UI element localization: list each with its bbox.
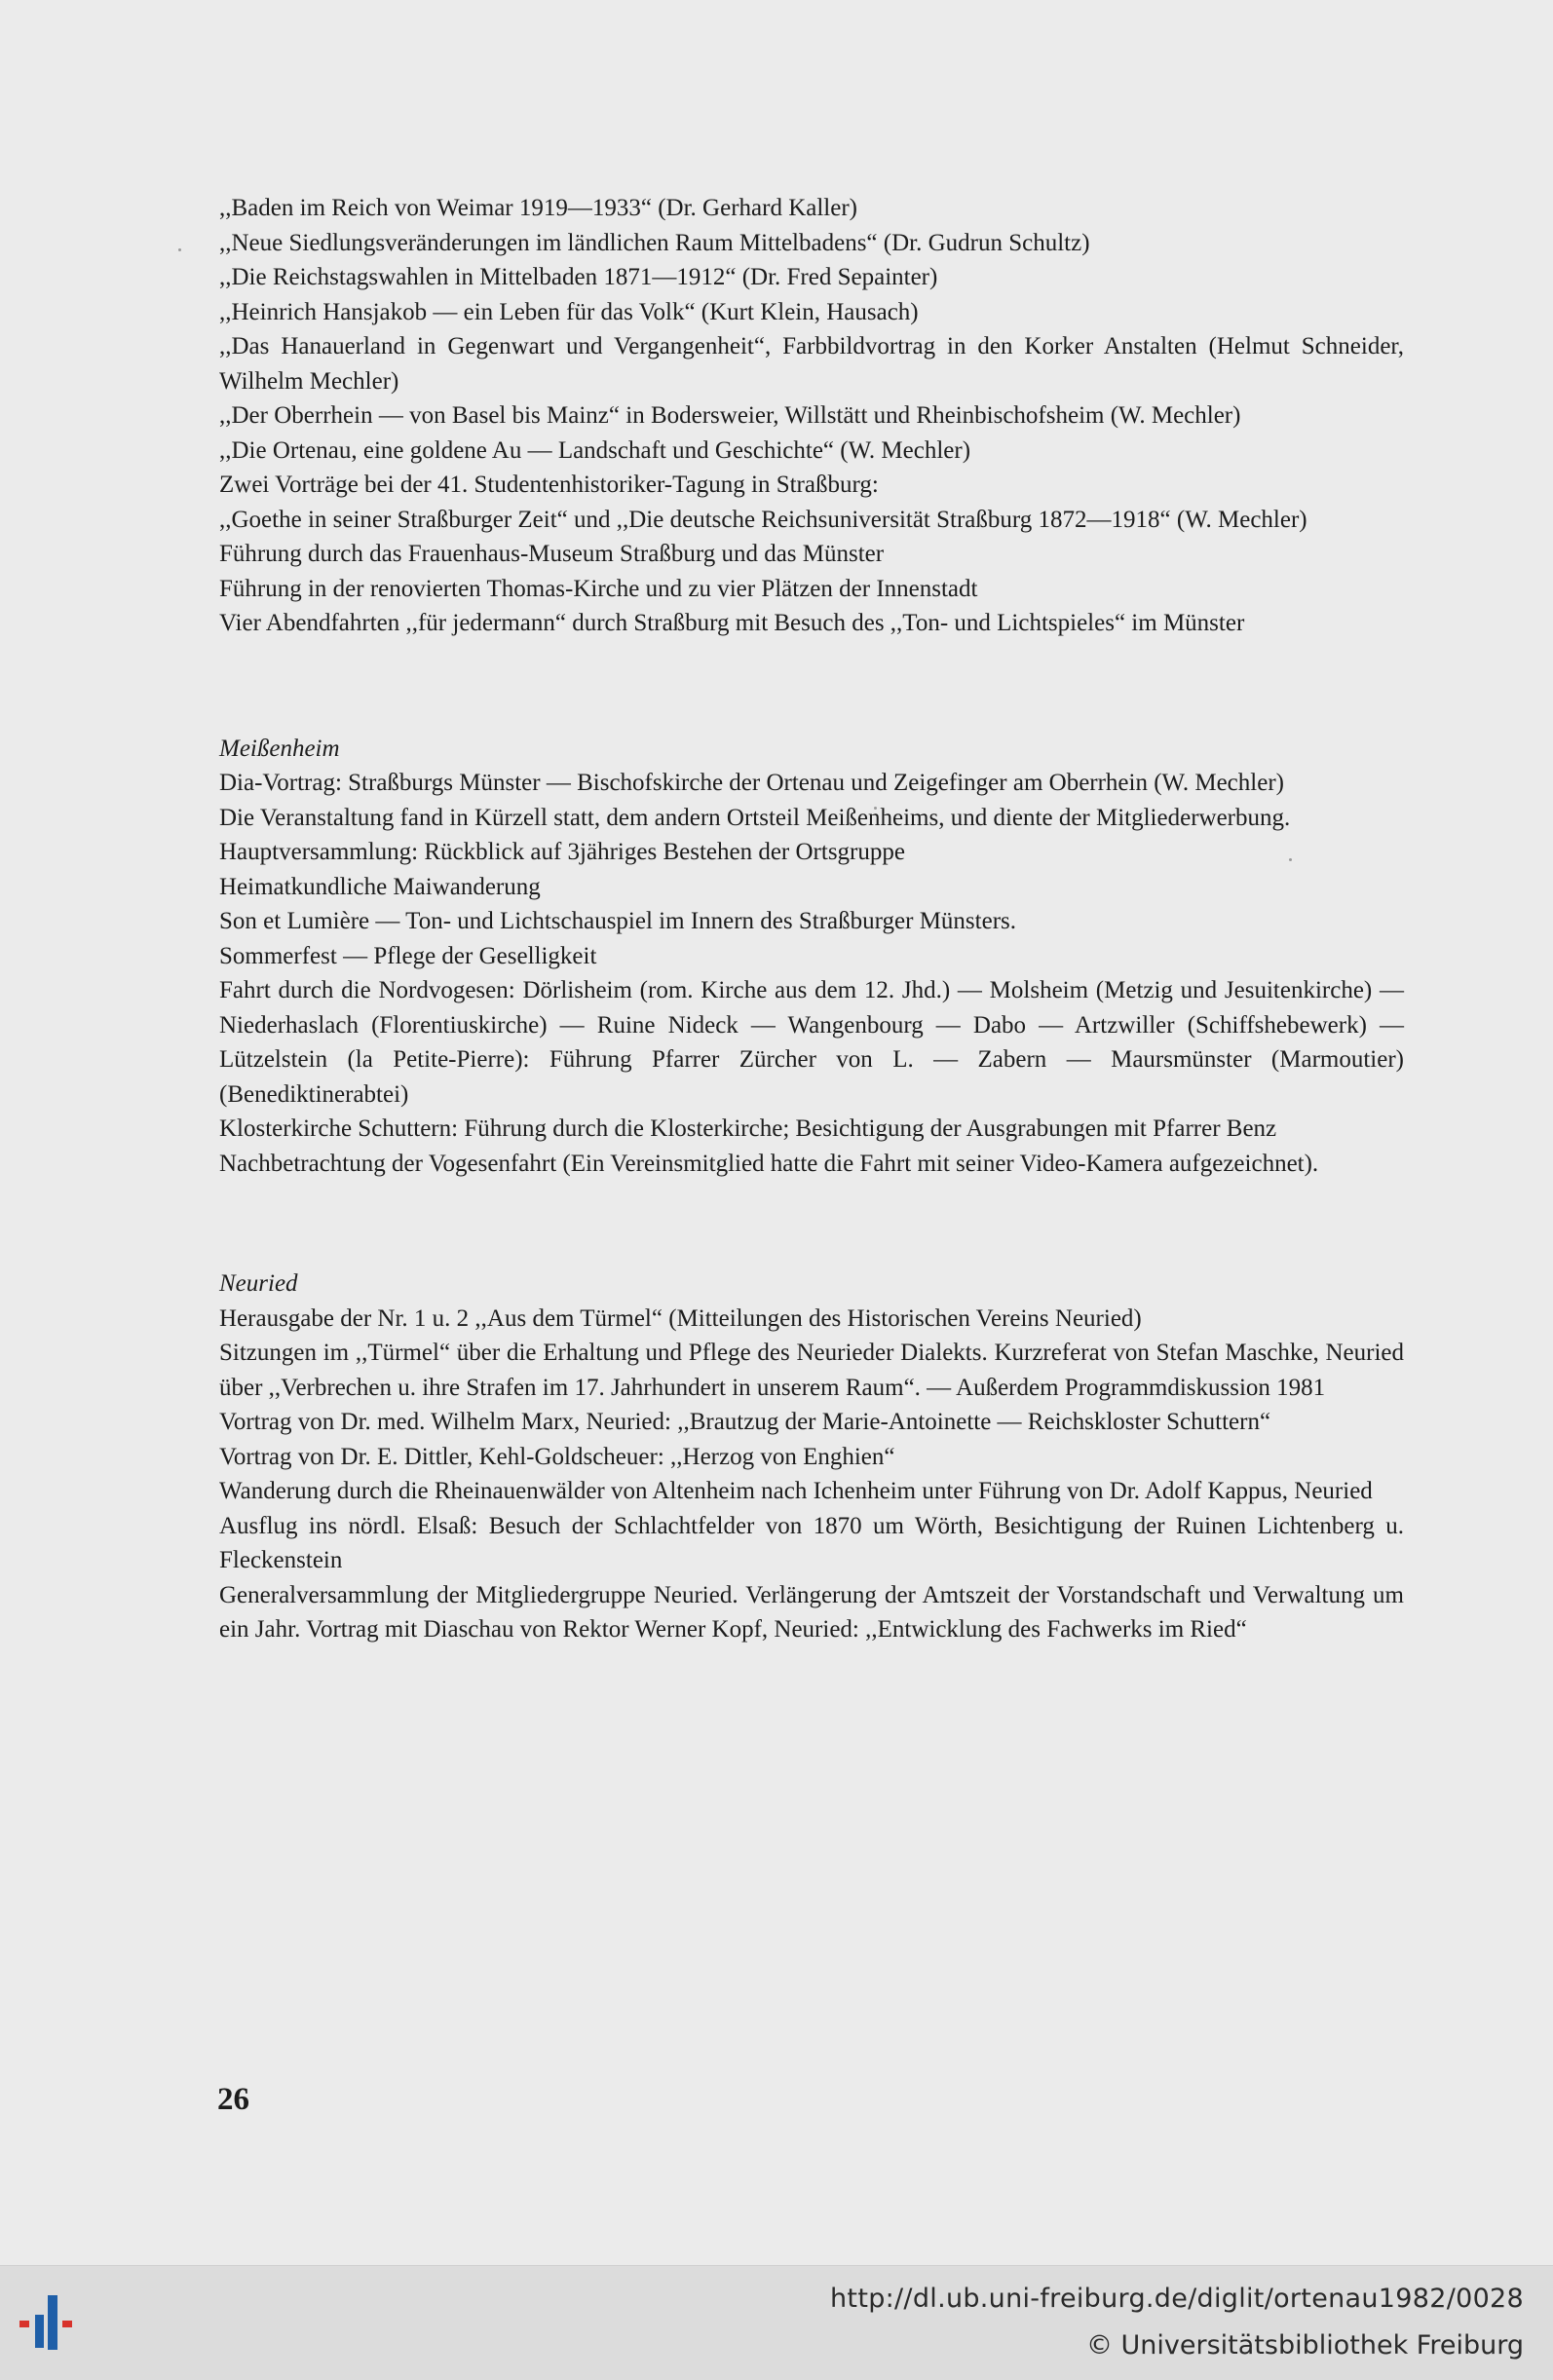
section-lectures	[219, 191, 1404, 641]
list-item: Vortrag von Dr. E. Dittler, Kehl-Goldscheuer: ,,Herzog von Enghien“	[219, 1443, 895, 1470]
page-number: 26	[217, 2082, 249, 2117]
section-heading: Neuried	[219, 1270, 298, 1297]
list-item: Sommerfest — Pflege der Geselligkeit	[219, 942, 597, 969]
list-item: Fahrt durch die Nordvogesen: Dörlisheim (rom. Kirche aus dem 12. Jhd.) — Molsheim (Metzig und Jesuitenkirche) — Niederhaslach (Florentiuskirche) — Ruine Nideck — Wangenbourg — Dabo — Artzwiller (Schiffshebewerk) — Lützelstein (la Petite-Pierre): Führung Pfarrer Zürcher von L. — Zabern — Maursmünster (Marmoutier) (Benediktinerabtei)	[219, 977, 1404, 1108]
list-item: Sitzungen im ,,Türmel“ über die Erhaltung und Pflege des Neurieder Dialekts. Kurzreferat von Stefan Maschke, Neuried über ,,Verbrechen u. ihre Strafen im 17. Jahrhundert in unserem Raum“. — Außerdem Programmdiskussion 1981	[219, 1340, 1404, 1401]
list-item: Wanderung durch die Rheinauenwälder von Altenheim nach Ichenheim unter Führung von Dr. Adolf Kappus, Neuried	[219, 1478, 1373, 1504]
list-item: ,,Neue Siedlungsveränderungen im ländlichen Raum Mittelbadens“ (Dr. Gudrun Schultz)	[219, 229, 1090, 256]
list-item: Hauptversammlung: Rückblick auf 3jähriges Bestehen der Ortsgruppe	[219, 839, 905, 865]
list-item: Dia-Vortrag: Straßburgs Münster — Bischofskirche der Ortenau und Zeigefinger am Oberrhein (W. Mechler)	[219, 770, 1284, 796]
list-item: Herausgabe der Nr. 1 u. 2 ,,Aus dem Türmel“ (Mitteilungen des Historischen Vereins Neuried)	[219, 1304, 1142, 1332]
list-item: ,,Das Hanauerland in Gegenwart und Vergangenheit“, Farbbildvortrag in den Korker Anstalten (Helmut Schneider, Wilhelm Mechler)	[219, 333, 1404, 395]
list-item: Ausflug ins nördl. Elsaß: Besuch der Schlachtfelder von 1870 um Wörth, Besichtigung der Ruinen Lichtenberg u. Fleckenstein	[219, 1512, 1404, 1573]
list-item: ,,Die Reichstagswahlen in Mittelbaden 1871—1912“ (Dr. Fred Sepainter)	[219, 264, 938, 290]
copyright-notice: © Universitätsbibliothek Freiburg	[1085, 2330, 1524, 2361]
section-heading: Meißenheim	[219, 735, 340, 762]
list-item: Vortrag von Dr. med. Wilhelm Marx, Neuried: ,,Brautzug der Marie-Antoinette — Reichskloster Schuttern“	[219, 1409, 1271, 1435]
section-meissenheim	[219, 732, 1404, 1182]
list-item: Die Veranstaltung fand in Kürzell statt, dem andern Ortsteil Meißenheims, und diente der Mitgliederwerbung.	[219, 804, 1291, 831]
list-item: Son et Lumière — Ton- und Lichtschauspiel im Innern des Straßburger Münsters.	[219, 908, 1017, 934]
section-neuried	[219, 1266, 1404, 1647]
list-item: Zwei Vorträge bei der 41. Studentenhistoriker-Tagung in Straßburg:	[219, 472, 879, 498]
list-item: Vier Abendfahrten ,,für jedermann“ durch Straßburg mit Besuch des ,,Ton- und Lichtspieles“ im Münster	[219, 610, 1245, 636]
list-item: ,,Die Ortenau, eine goldene Au — Landschaft und Geschichte“ (W. Mechler)	[219, 436, 971, 464]
list-item: ,,Baden im Reich von Weimar 1919—1933“ (Dr. Gerhard Kaller)	[219, 195, 857, 221]
viewer-footer	[0, 2265, 1553, 2380]
scan-speck	[178, 248, 181, 251]
list-item: Generalversammlung der Mitgliedergruppe Neuried. Verlängerung der Amtszeit der Vorstandschaft und Verwaltung um ein Jahr. Vortrag mit Diaschau von Rektor Werner Kopf, Neuried: ,,Entwicklung des Fachwerks im Ried“	[219, 1581, 1404, 1643]
list-item: Klosterkirche Schuttern: Führung durch die Klosterkirche; Besichtigung der Ausgrabungen mit Pfarrer Benz	[219, 1115, 1277, 1142]
ub-freiburg-logo-icon[interactable]	[18, 2295, 95, 2354]
list-item: Heimatkundliche Maiwanderung	[219, 873, 541, 900]
list-item: Führung in der renovierten Thomas-Kirche und zu vier Plätzen der Innenstadt	[219, 575, 978, 602]
permalink-url[interactable]: http://dl.ub.uni-freiburg.de/diglit/ortenau1982/0028	[830, 2284, 1524, 2314]
list-item: Nachbetrachtung der Vogesenfahrt (Ein Vereinsmitglied hatte die Fahrt mit seiner Video-Kamera aufgezeichnet).	[219, 1150, 1319, 1177]
list-item: ,,Heinrich Hansjakob — ein Leben für das Volk“ (Kurt Klein, Hausach)	[219, 298, 919, 325]
list-item: ,,Goethe in seiner Straßburger Zeit“ und ,,Die deutsche Reichsuniversität Straßburg 1872—1918“ (W. Mechler)	[219, 506, 1307, 533]
list-item: Führung durch das Frauenhaus-Museum Straßburg und das Münster	[219, 541, 885, 567]
document-body	[219, 191, 1404, 1647]
list-item: ,,Der Oberrhein — von Basel bis Mainz“ in Bodersweier, Willstätt und Rheinbischofsheim (W. Mechler)	[219, 402, 1241, 429]
